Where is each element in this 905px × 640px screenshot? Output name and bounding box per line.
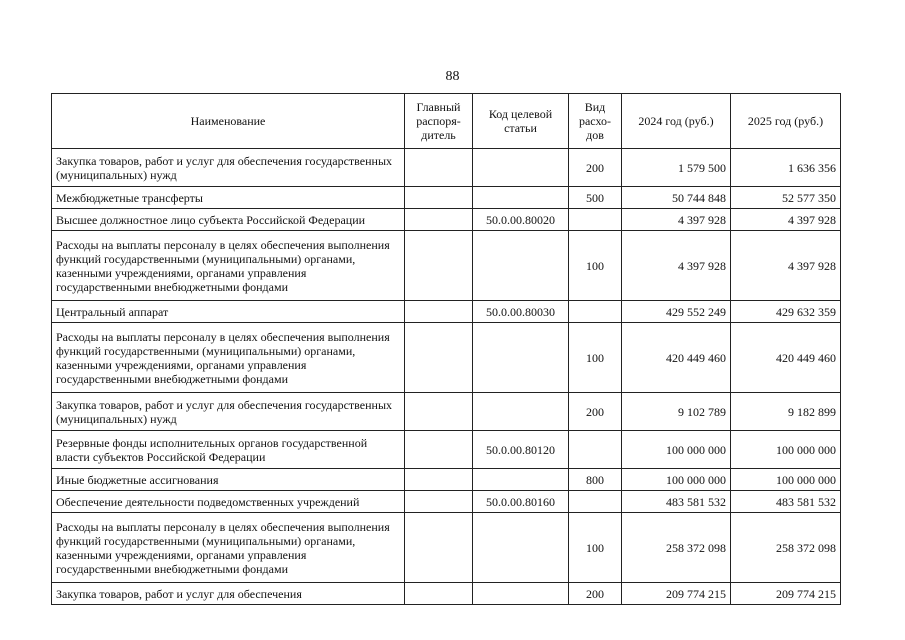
page-number: 88 [445,69,460,84]
cell-grbs [405,231,473,301]
cell-2024: 1 579 500 [622,149,731,187]
cell-2024: 429 552 249 [622,301,731,323]
cell-code [473,393,569,431]
header-name: Наименование [52,94,405,149]
cell-code [473,149,569,187]
table-row [52,491,841,513]
cell-code: 50.0.00.80120 [473,431,569,469]
cell-2024: 209 774 215 [622,583,731,605]
cell-name: Иные бюджетные ассигнования [52,469,405,491]
cell-code [473,187,569,209]
cell-name: Высшее должностное лицо субъекта Российской Федерации [52,209,405,231]
table-row [52,431,841,469]
cell-grbs [405,513,473,583]
cell-name: Закупка товаров, работ и услуг для обеспечения государственных (муниципальных) нужд [52,393,405,431]
cell-name: Расходы на выплаты персоналу в целях обеспечения выполнения функций государственными (муниципальными) органами, казенными учреждениями, органами управления государственными внебюджетными фондами [52,231,405,301]
cell-grbs [405,149,473,187]
cell-2024: 100 000 000 [622,469,731,491]
cell-vid [569,491,622,513]
cell-name: Центральный аппарат [52,301,405,323]
cell-vid: 200 [569,149,622,187]
header-2025: 2025 год (руб.) [731,94,841,149]
table-row [52,209,841,231]
cell-grbs [405,431,473,469]
cell-code [473,513,569,583]
cell-grbs [405,491,473,513]
table-row [52,149,841,187]
cell-2025: 52 577 350 [731,187,841,209]
cell-2025: 4 397 928 [731,209,841,231]
cell-2025: 4 397 928 [731,231,841,301]
cell-code [473,323,569,393]
cell-2025: 209 774 215 [731,583,841,605]
cell-name: Расходы на выплаты персоналу в целях обеспечения выполнения функций государственными (муниципальными) органами, казенными учреждениями, органами управления государственными внебюджетными фондами [52,323,405,393]
cell-2025: 9 182 899 [731,393,841,431]
cell-2024: 9 102 789 [622,393,731,431]
cell-2024: 483 581 532 [622,491,731,513]
cell-name: Резервные фонды исполнительных органов государственной власти субъектов Российской Федерации [52,431,405,469]
cell-code [473,583,569,605]
cell-code [473,469,569,491]
header-code: Код целевой статьи [473,94,569,149]
cell-name: Межбюджетные трансферты [52,187,405,209]
cell-vid: 200 [569,583,622,605]
cell-vid: 100 [569,231,622,301]
cell-vid: 200 [569,393,622,431]
table-row [52,393,841,431]
cell-vid: 500 [569,187,622,209]
cell-2025: 429 632 359 [731,301,841,323]
header-vid: Вид расхо-дов [569,94,622,149]
cell-2024: 420 449 460 [622,323,731,393]
cell-2024: 4 397 928 [622,209,731,231]
cell-2025: 100 000 000 [731,431,841,469]
cell-code [473,231,569,301]
cell-grbs [405,323,473,393]
cell-2025: 483 581 532 [731,491,841,513]
cell-vid: 800 [569,469,622,491]
cell-grbs [405,469,473,491]
cell-grbs [405,583,473,605]
cell-grbs [405,209,473,231]
cell-2024: 4 397 928 [622,231,731,301]
table-row [52,469,841,491]
budget-table [51,93,841,605]
cell-name: Закупка товаров, работ и услуг для обеспечения [52,583,405,605]
table-row [52,301,841,323]
cell-2025: 1 636 356 [731,149,841,187]
cell-grbs [405,301,473,323]
header-grbs: Главный распоря-дитель [405,94,473,149]
cell-2025: 258 372 098 [731,513,841,583]
cell-vid: 100 [569,513,622,583]
cell-vid: 100 [569,323,622,393]
cell-name: Расходы на выплаты персоналу в целях обеспечения выполнения функций государственными (муниципальными) органами, казенными учреждениями, органами управления государственными внебюджетными фондами [52,513,405,583]
table-row [52,187,841,209]
header-row [52,94,841,149]
table-row [52,323,841,393]
table-row [52,513,841,583]
cell-grbs [405,187,473,209]
header-2024: 2024 год (руб.) [622,94,731,149]
cell-code: 50.0.00.80160 [473,491,569,513]
cell-vid [569,301,622,323]
cell-name: Обеспечение деятельности подведомственных учреждений [52,491,405,513]
table-row [52,583,841,605]
cell-2024: 50 744 848 [622,187,731,209]
cell-name: Закупка товаров, работ и услуг для обеспечения государственных (муниципальных) нужд [52,149,405,187]
cell-2024: 100 000 000 [622,431,731,469]
cell-2025: 420 449 460 [731,323,841,393]
cell-vid [569,431,622,469]
cell-code: 50.0.00.80020 [473,209,569,231]
cell-vid [569,209,622,231]
cell-2025: 100 000 000 [731,469,841,491]
cell-grbs [405,393,473,431]
cell-2024: 258 372 098 [622,513,731,583]
cell-code: 50.0.00.80030 [473,301,569,323]
table-row [52,231,841,301]
